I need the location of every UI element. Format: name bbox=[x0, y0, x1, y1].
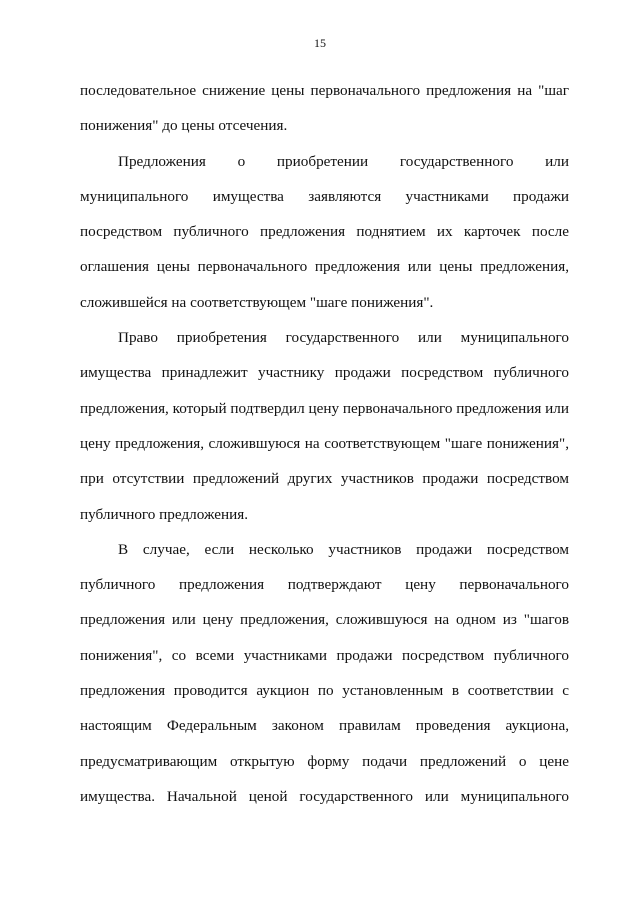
document-body bbox=[80, 73, 569, 814]
paragraph-offers: Предложения о приобретении государственного или муниципального имущества заявляются участниками продажи посредством публичного предложения поднятием их карточек после оглашения цены первоначального предложения или цены предложения, сложившейся на соответствующем "шаге понижения". bbox=[80, 152, 569, 311]
paragraph-auction-case: В случае, если несколько участников продажи посредством публичного предложения подтверждают цену первоначального предложения или цену предложения, сложившуюся на одном из "шагов понижения", со всеми участниками продажи посредством публичного предложения проводится аукцион по установленным в соответствии с настоящим Федеральным законом правилам проведения аукциона, предусматривающим открытую форму подачи предложений о цене имущества. Начальной ценой государственного или муниципального bbox=[80, 540, 569, 805]
paragraph-right-of-acquisition: Право приобретения государственного или муниципального имущества принадлежит участнику продажи посредством публичного предложения, который подтвердил цену первоначального предложения или цену предложения, сложившуюся на соответствующем "шаге понижения", при отсутствии предложений других участников продажи посредством публичного предложения. bbox=[80, 329, 569, 523]
page-number: 15 bbox=[314, 36, 326, 50]
paragraph-continuation: последовательное снижение цены первоначального предложения на "шаг понижения" до цены отсечения. bbox=[80, 82, 569, 135]
